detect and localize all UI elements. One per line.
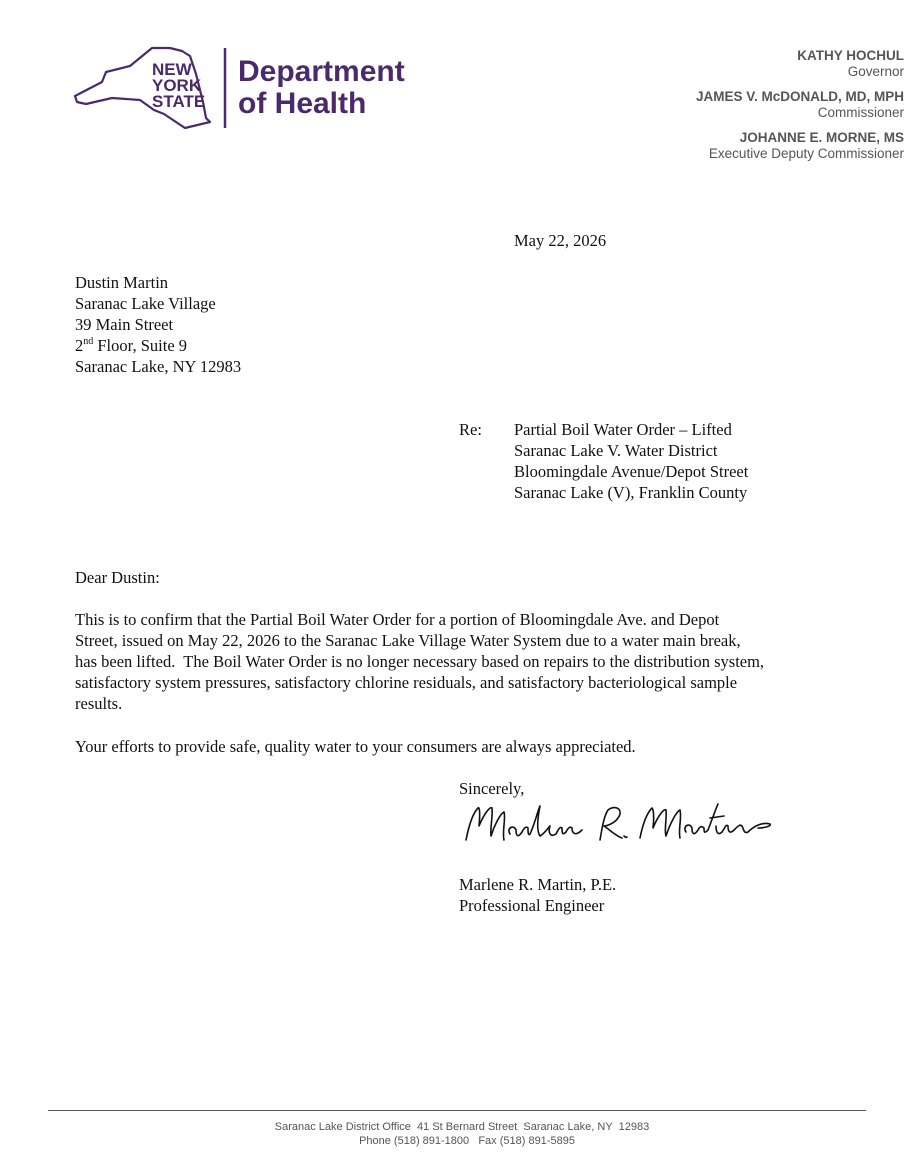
- official-name: KATHY HOCHUL: [797, 48, 904, 63]
- signer-block: [459, 874, 616, 916]
- floor-suite: Floor, Suite 9: [93, 336, 188, 355]
- recipient-street: 39 Main Street: [75, 315, 174, 334]
- re-line: Saranac Lake (V), Franklin County: [514, 483, 748, 502]
- official-title: Governor: [847, 64, 904, 79]
- logo-state: STATE: [152, 92, 206, 111]
- footer: [0, 1120, 924, 1148]
- recipient-city: Saranac Lake, NY 12983: [75, 357, 242, 376]
- signer-name: Marlene R. Martin, P.E.: [459, 875, 617, 894]
- official-title: Executive Deputy Commissioner: [708, 146, 904, 161]
- official-title: Commissioner: [817, 105, 904, 120]
- officials-list: [696, 48, 904, 171]
- floor-ordinal: nd: [83, 335, 94, 347]
- official-governor: [696, 48, 904, 80]
- recipient-address: [75, 272, 241, 377]
- floor-number: 2: [75, 336, 84, 355]
- re-line: Partial Boil Water Order – Lifted: [514, 420, 732, 439]
- footer-contact: Phone (518) 891-1800 Fax (518) 891-5895: [359, 1135, 575, 1147]
- body-paragraph-1: [75, 609, 855, 714]
- paragraph-line: satisfactory system pressures, satisfactory chlorine residuals, and satisfactory bacteriological sample: [75, 673, 738, 692]
- re-subject: [514, 419, 748, 503]
- footer-divider: [48, 1110, 866, 1111]
- body-paragraph-2: Your efforts to provide safe, quality water to your consumers are always appreciated.: [75, 737, 636, 756]
- footer-address: Saranac Lake District Office 41 St Bernard Street Saranac Lake, NY 12983: [274, 1121, 650, 1133]
- paragraph-line: This is to confirm that the Partial Boil Water Order for a portion of Bloomingdale Ave. and Depot: [75, 610, 720, 629]
- signer-title: Professional Engineer: [459, 896, 605, 915]
- official-name: JAMES V. McDONALD, MD, MPH: [695, 89, 904, 104]
- recipient-org: Saranac Lake Village: [75, 294, 216, 313]
- nys-doh-logo: [72, 44, 422, 130]
- logo-department: Department: [238, 55, 405, 88]
- handwritten-signature: [458, 796, 778, 856]
- re-label: Re:: [459, 420, 482, 439]
- logo-york: YORK: [152, 76, 202, 95]
- official-name: JOHANNE E. MORNE, MS: [739, 130, 904, 145]
- salutation: Dear Dustin:: [75, 568, 160, 587]
- logo-of-health: of Health: [238, 87, 367, 120]
- paragraph-line: has been lifted. The Boil Water Order is no longer necessary based on repairs to the distribution system,: [75, 652, 765, 671]
- official-commissioner: [696, 89, 904, 121]
- official-deputy: [696, 130, 904, 162]
- recipient-floor: [75, 335, 241, 356]
- recipient-name: Dustin Martin: [75, 273, 169, 292]
- letter-date: May 22, 2026: [514, 231, 607, 250]
- re-line: Saranac Lake V. Water District: [514, 441, 718, 460]
- closing: Sincerely,: [459, 779, 525, 798]
- re-line: Bloomingdale Avenue/Depot Street: [514, 462, 749, 481]
- paragraph-line: results.: [75, 694, 123, 713]
- paragraph-line: Street, issued on May 22, 2026 to the Saranac Lake Village Water System due to a water main break,: [75, 631, 741, 650]
- logo-new: NEW: [152, 60, 192, 79]
